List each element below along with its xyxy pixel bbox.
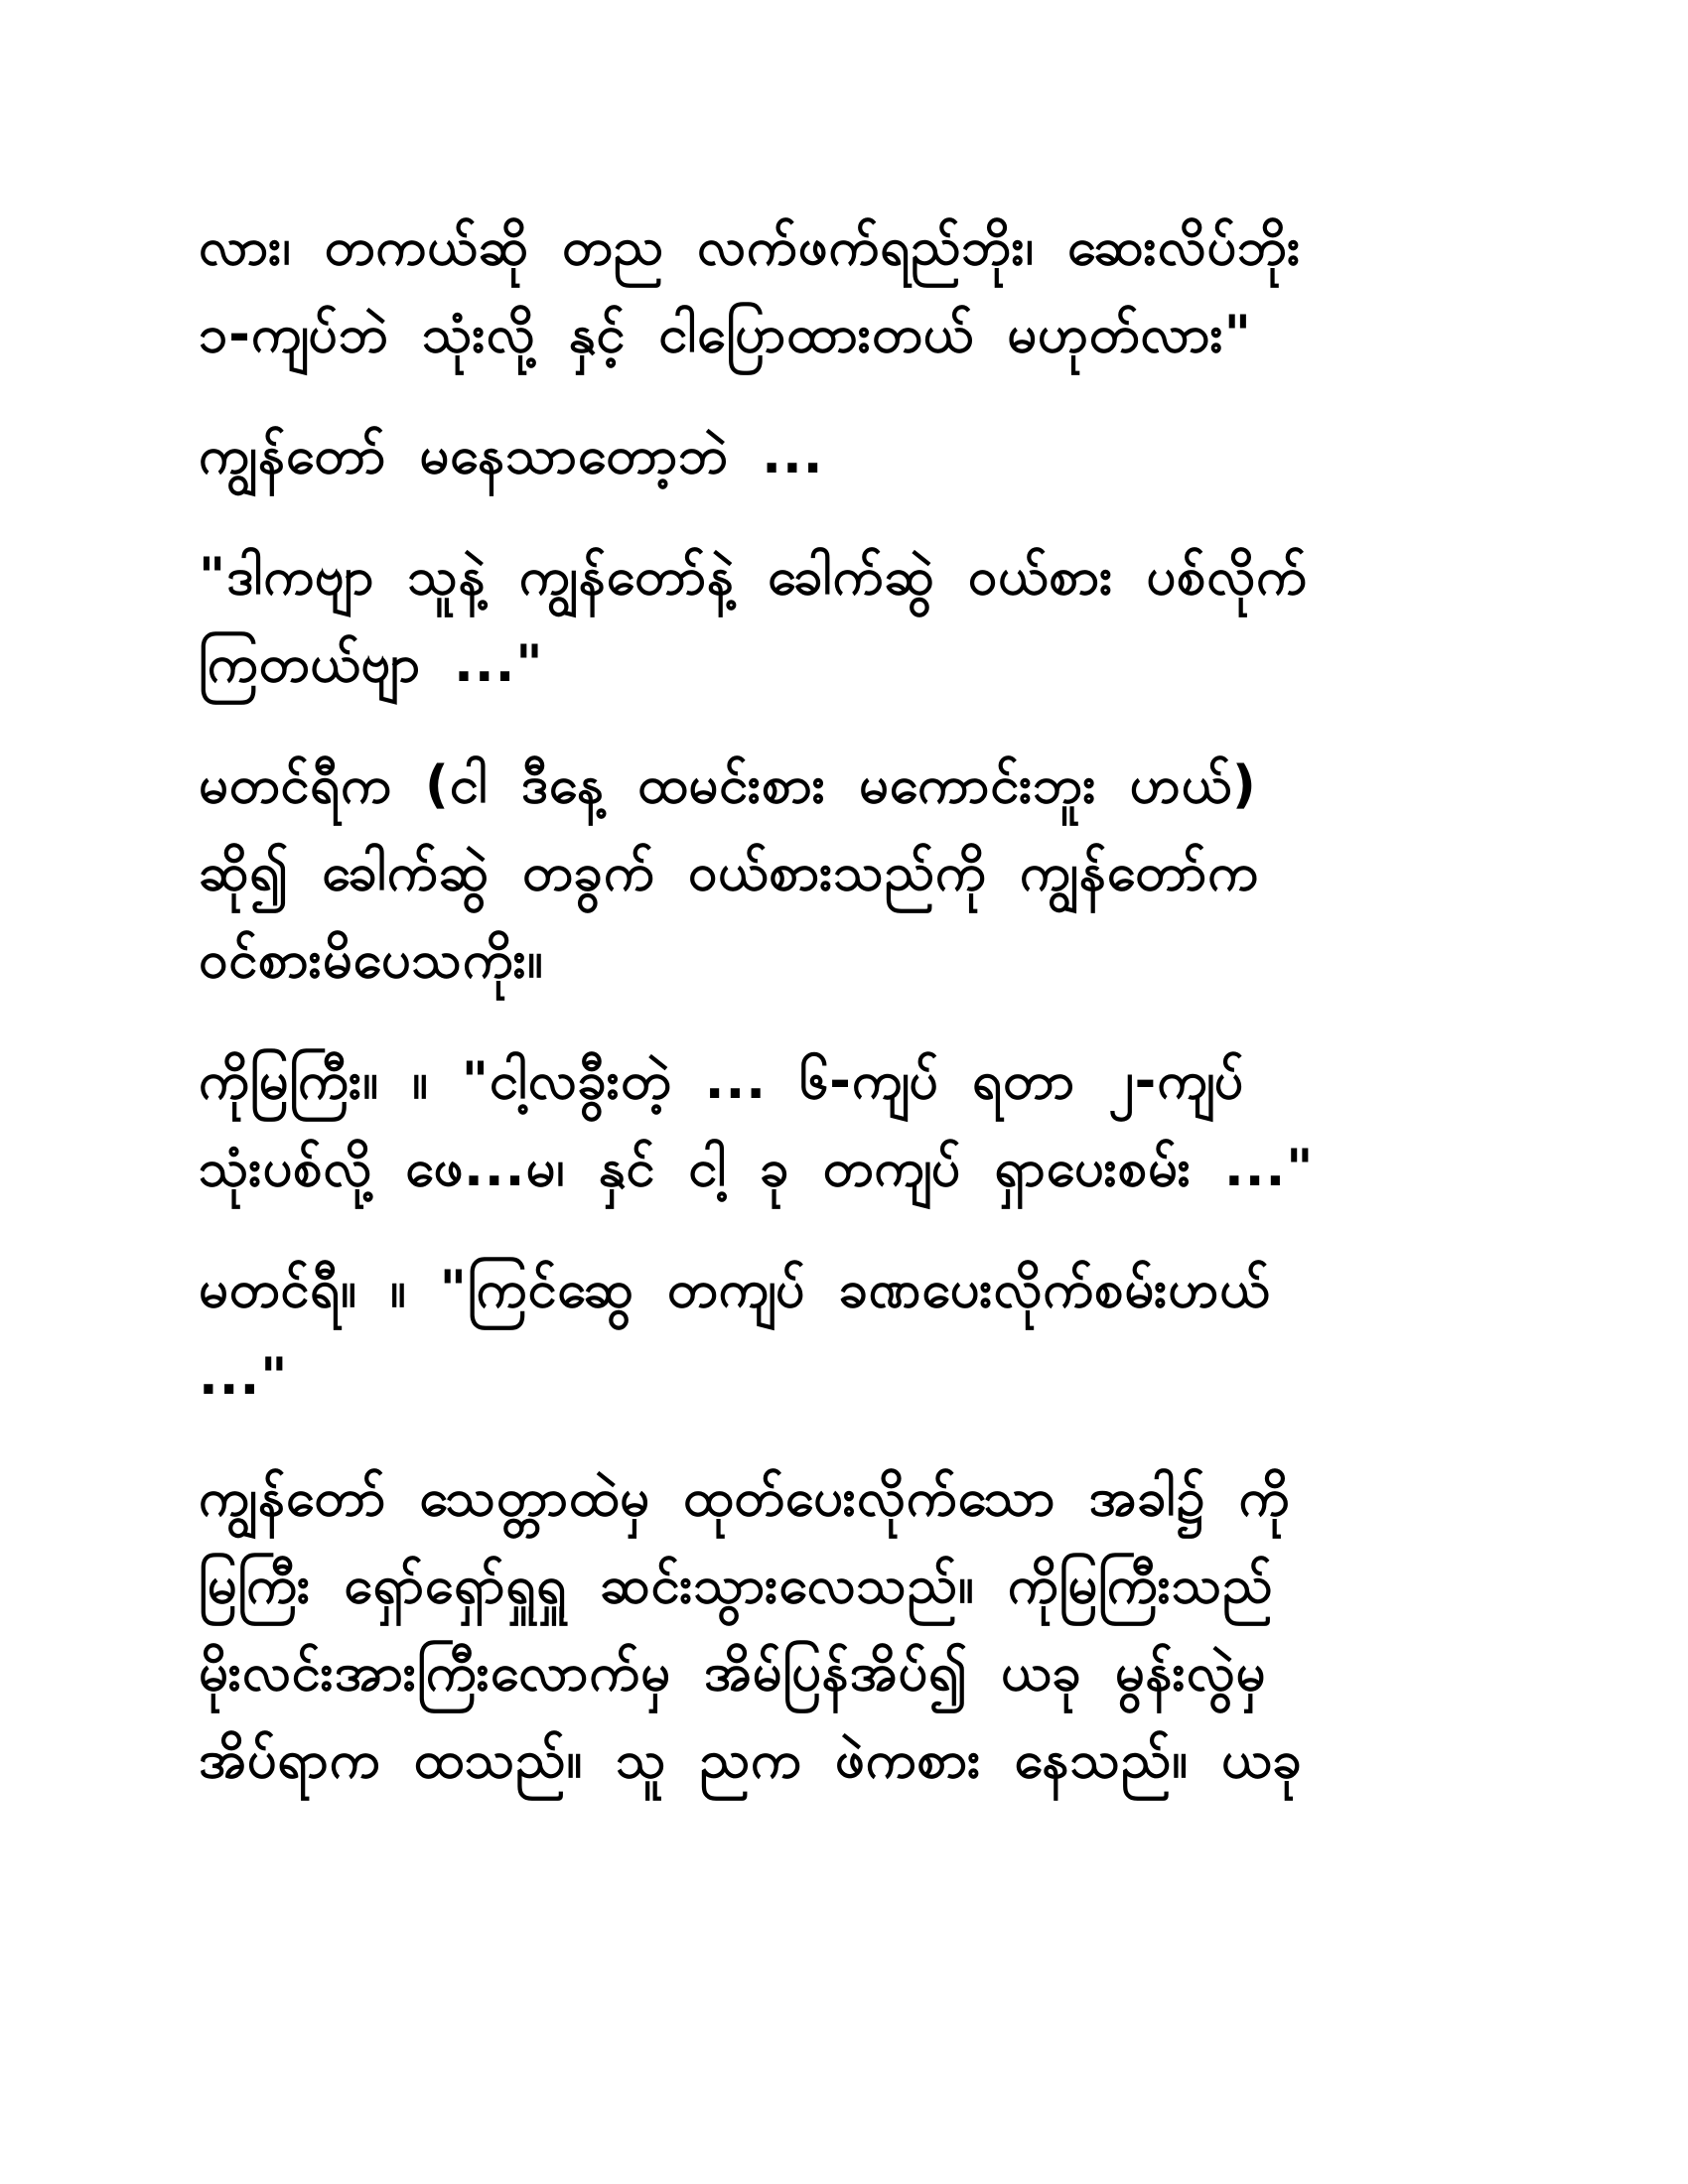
paragraph-2: ကျွန်တော် မနေသာတော့ဘဲ ... — [199, 426, 824, 485]
paragraph-5: ကိုမြကြီး။ ။ "ငါ့လခွီးတဲ့ ... ၆-ကျပ် ရတာ ၂-ကျပ် သုံးပစ်လို့ ဖေ...မ၊ နှင် ငါ့ ခု တကျပ် ရှာပေးစမ်း ..." — [199, 1051, 1315, 1198]
paragraph-1: လား၊ တကယ်ဆို တည လက်ဖက်ရည်ဘိုး၊ ဆေးလိပ်ဘိုး ၁-ကျပ်ဘဲ သုံးလို့ နှင့် ငါပြောထားတယ် မဟုတ်လား" — [199, 217, 1302, 364]
paragraph-3: "ဒါကဗျာ သူနဲ့ ကျွန်တော်နဲ့ ခေါက်ဆွဲ ဝယ်စား ပစ်လိုက် ကြတယ်ဗျာ ..." — [199, 547, 1308, 694]
paragraph-4: မတင်ရီက (ငါ ဒီနေ့ ထမင်းစား မကောင်းဘူး ဟယ်) ဆို၍ ခေါက်ဆွဲ တခွက် ဝယ်စားသည်ကို ကျွန်တော်က ဝင်စားမိပေသကိုး။ — [199, 755, 1260, 990]
paragraph-7: ကျွန်တော် သေတ္တာထဲမှ ထုတ်ပေးလိုက်သော အခါ၌ ကို မြကြီး ရှော်ရှော်ရှူရှူ ဆင်းသွားလေသည်။ ကိုမြကြီးသည် မိုးလင်းအားကြီးလောက်မှ အိမ်ပြန်အိပ်၍ ယခု မွန်းလွဲမှ အိပ်ရာက ထသည်။ သူ ညက ဖဲကစား နေသည်။ ယခု — [199, 1468, 1303, 1790]
body-text — [199, 204, 1489, 1804]
paragraph-6: မတင်ရီ။ ။ "ကြင်ဆွေ တကျပ် ခဏပေးလိုက်စမ်းဟယ် ..." — [199, 1260, 1271, 1407]
